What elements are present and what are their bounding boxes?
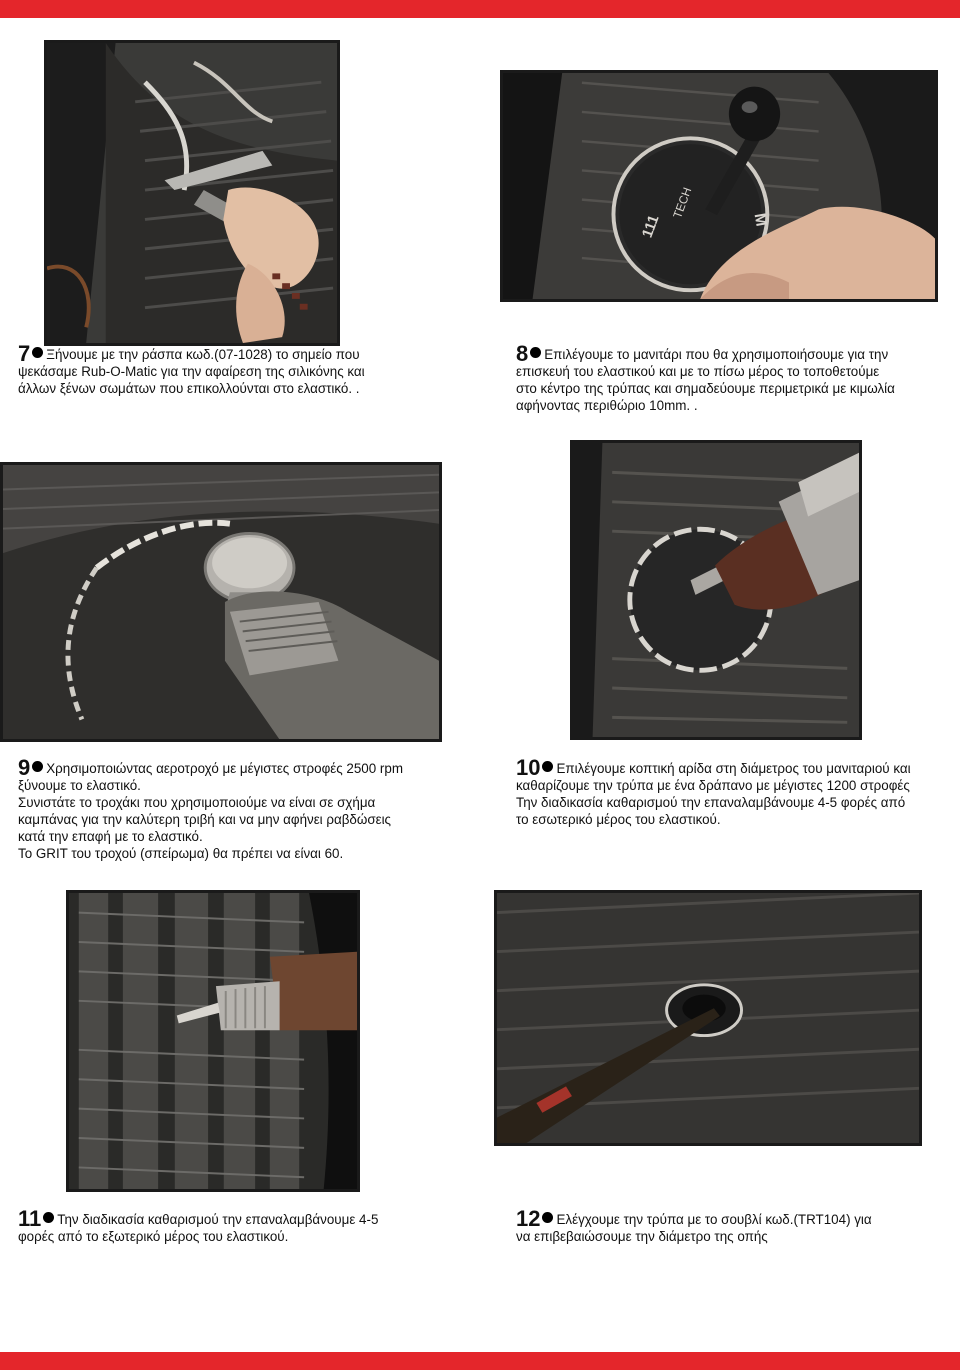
bullet-dot-icon (32, 761, 43, 772)
photo-step-8 (500, 70, 938, 302)
step-11-text (18, 1206, 432, 1245)
step-9-number: 9 (18, 755, 31, 780)
step-12-line-2: να επιβεβαιώσουμε την διάμετρο της οπής (516, 1229, 768, 1244)
step-11-line-1: Την διαδικασία καθαρισμού την επαναλαμβάνουμε 4-5 (57, 1212, 379, 1227)
rasp-tool-photo-icon (47, 43, 337, 343)
step-10-line-4: το εσωτερικό μέρος του ελαστικού. (516, 812, 721, 827)
step-9-text (18, 755, 432, 862)
step-9-line-3: Συνιστάτε το τροχάκι που χρησιμοποιούμε να είναι σε σχήμα (18, 795, 376, 810)
step-8-line-1: Επιλέγουμε το μανιτάρι που θα χρησιμοποιήσουμε για την (544, 347, 889, 362)
step-10-line-2: καθαρίζουμε την τρύπα με ένα δράπανο με μέγιστες 1200 στροφές (516, 778, 910, 793)
bullet-dot-icon (32, 347, 43, 358)
patch-brand-text: TECH (671, 185, 695, 221)
step-8-number: 8 (516, 341, 529, 366)
step-9-line-5: κατά την επαφή με το ελαστικό. (18, 829, 203, 844)
bullet-dot-icon (530, 347, 541, 358)
step-10-text (516, 755, 956, 828)
step-9-line-1: Χρησιμοποιώντας αεροτροχό με μέγιστες στροφές 2500 rpm (46, 761, 403, 776)
air-grinder-photo-icon (3, 465, 439, 739)
step-8-line-4: αφήνοντας περιθώριο 10mm. . (516, 398, 698, 413)
step-12-number: 12 (516, 1206, 541, 1231)
step-7-line-1: Ξήνουμε με την ράσπα κωδ.(07-1028) το σημείο που (46, 347, 360, 362)
top-accent-bar (0, 0, 960, 18)
step-7-line-2: ψεκάσαμε Rub-O-Matic για την αφαίρεση της σιλικόνης και (18, 364, 365, 379)
step-8-text (516, 341, 956, 414)
photo-step-11 (66, 890, 360, 1192)
photo-step-12 (494, 890, 922, 1146)
bullet-dot-icon (542, 1212, 553, 1223)
step-11-line-2: φορές από το εξωτερικό μέρος του ελαστικού. (18, 1229, 289, 1244)
step-7-text (18, 341, 416, 397)
step-7-line-3: άλλων ξένων σωμάτων που επικολλούνται στο ελαστικό. . (18, 381, 360, 396)
photo-step-10 (570, 440, 862, 740)
photo-step-9 (0, 462, 442, 742)
step-12-line-1: Ελέγχουμε την τρύπα με το σουβλί κωδ.(TRT104) για (556, 1212, 872, 1227)
patch-number-text: 111 (639, 213, 663, 240)
photo-step-7 (44, 40, 340, 346)
bullet-dot-icon (542, 761, 553, 772)
probe-hole-photo-icon (497, 893, 919, 1143)
step-8-line-2: επισκευή του ελαστικού και με το πίσω μέρος το τοποθετούμε (516, 364, 880, 379)
bottom-accent-bar (0, 1352, 960, 1370)
step-12-text (516, 1206, 936, 1245)
step-7-number: 7 (18, 341, 31, 366)
step-10-line-3: Την διαδικασία καθαρισμού την επαναλαμβάνουμε 4-5 φορές από (516, 795, 906, 810)
step-9-line-6: Το GRIT του τροχού (σπείρωμα) θα πρέπει να είναι 60. (18, 846, 344, 861)
step-10-number: 10 (516, 755, 541, 780)
patch-letter-text: M (750, 212, 770, 228)
patch-marking-photo-icon (503, 73, 935, 299)
step-10-line-1: Επιλέγουμε κοπτική αρίδα στη διάμετρος του μανιταριού και (556, 761, 911, 776)
step-11-number: 11 (18, 1206, 42, 1231)
drill-inside-photo-icon (573, 443, 859, 737)
step-9-line-4: καμπάνας για την καλύτερη τριβή και να μην αφήνει ραβδώσεις (18, 812, 392, 827)
step-8-line-3: στο κέντρο της τρύπας και σημαδεύουμε περιμετρικά με κιμωλία (516, 381, 895, 396)
bullet-dot-icon (43, 1212, 54, 1223)
step-9-line-2: ξύνουμε το ελαστικό. (18, 778, 141, 793)
drill-outside-photo-icon (69, 893, 357, 1189)
